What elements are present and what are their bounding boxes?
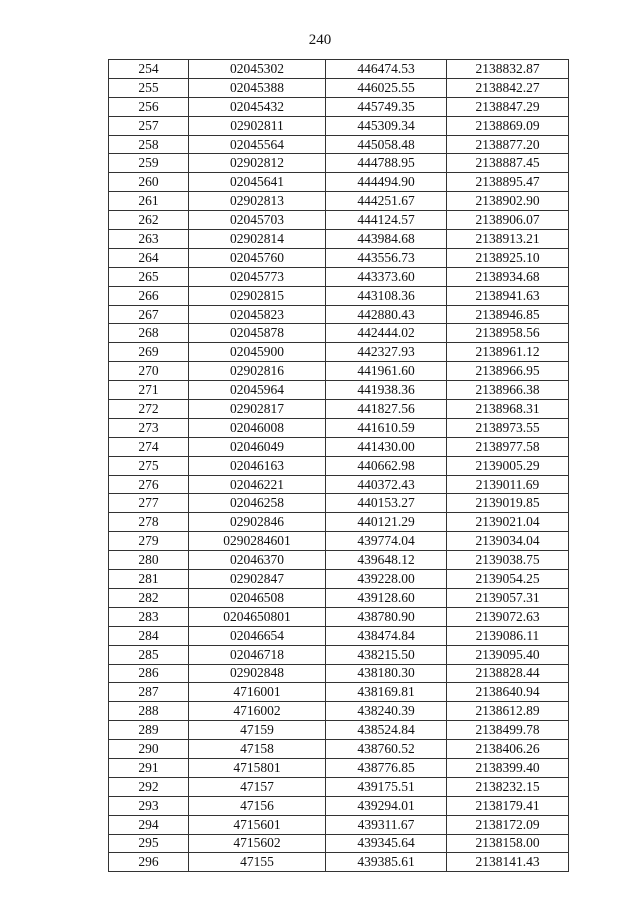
point-id-cell: 02045900 — [189, 343, 326, 362]
point-number-cell: 296 — [109, 853, 189, 872]
point-id-cell: 02902815 — [189, 286, 326, 305]
point-number-cell: 279 — [109, 532, 189, 551]
table-row — [109, 551, 569, 570]
table-row — [109, 60, 569, 79]
point-id-cell: 4715801 — [189, 758, 326, 777]
y-coordinate-cell: 2138906.07 — [447, 211, 569, 230]
point-number-cell: 288 — [109, 702, 189, 721]
point-id-cell: 02046163 — [189, 456, 326, 475]
point-id-cell: 02902848 — [189, 664, 326, 683]
table-row — [109, 437, 569, 456]
x-coordinate-cell: 439175.51 — [326, 777, 447, 796]
x-coordinate-cell: 440121.29 — [326, 513, 447, 532]
point-number-cell: 256 — [109, 97, 189, 116]
point-id-cell: 4716001 — [189, 683, 326, 702]
table-row — [109, 853, 569, 872]
x-coordinate-cell: 444124.57 — [326, 211, 447, 230]
x-coordinate-cell: 439294.01 — [326, 796, 447, 815]
table-row — [109, 758, 569, 777]
table-row — [109, 626, 569, 645]
y-coordinate-cell: 2138877.20 — [447, 135, 569, 154]
point-number-cell: 267 — [109, 305, 189, 324]
table-row — [109, 78, 569, 97]
y-coordinate-cell: 2138499.78 — [447, 721, 569, 740]
x-coordinate-cell: 441938.36 — [326, 381, 447, 400]
point-id-cell: 47159 — [189, 721, 326, 740]
point-number-cell: 278 — [109, 513, 189, 532]
table-row — [109, 381, 569, 400]
x-coordinate-cell: 442880.43 — [326, 305, 447, 324]
y-coordinate-cell: 2138925.10 — [447, 248, 569, 267]
x-coordinate-cell: 441961.60 — [326, 362, 447, 381]
point-number-cell: 289 — [109, 721, 189, 740]
y-coordinate-cell: 2139011.69 — [447, 475, 569, 494]
table-row — [109, 418, 569, 437]
y-coordinate-cell: 2138946.85 — [447, 305, 569, 324]
point-id-cell: 02045773 — [189, 267, 326, 286]
x-coordinate-cell: 441610.59 — [326, 418, 447, 437]
point-number-cell: 272 — [109, 400, 189, 419]
x-coordinate-cell: 438169.81 — [326, 683, 447, 702]
point-id-cell: 47155 — [189, 853, 326, 872]
x-coordinate-cell: 439345.64 — [326, 834, 447, 853]
point-id-cell: 02045564 — [189, 135, 326, 154]
table-row — [109, 400, 569, 419]
table-row — [109, 475, 569, 494]
table-row — [109, 777, 569, 796]
y-coordinate-cell: 2139072.63 — [447, 607, 569, 626]
y-coordinate-cell: 2139005.29 — [447, 456, 569, 475]
point-number-cell: 280 — [109, 551, 189, 570]
point-id-cell: 02045964 — [189, 381, 326, 400]
table-row — [109, 97, 569, 116]
point-number-cell: 292 — [109, 777, 189, 796]
x-coordinate-cell: 441430.00 — [326, 437, 447, 456]
table-row — [109, 267, 569, 286]
point-id-cell: 02045823 — [189, 305, 326, 324]
x-coordinate-cell: 438760.52 — [326, 740, 447, 759]
y-coordinate-cell: 2138399.40 — [447, 758, 569, 777]
table-row — [109, 815, 569, 834]
point-number-cell: 266 — [109, 286, 189, 305]
y-coordinate-cell: 2138934.68 — [447, 267, 569, 286]
point-id-cell: 02045760 — [189, 248, 326, 267]
point-number-cell: 261 — [109, 192, 189, 211]
y-coordinate-cell: 2138973.55 — [447, 418, 569, 437]
point-id-cell: 02902846 — [189, 513, 326, 532]
point-number-cell: 281 — [109, 570, 189, 589]
point-number-cell: 269 — [109, 343, 189, 362]
table-row — [109, 230, 569, 249]
table-row — [109, 570, 569, 589]
point-id-cell: 02902817 — [189, 400, 326, 419]
point-id-cell: 02045302 — [189, 60, 326, 79]
table-row — [109, 683, 569, 702]
y-coordinate-cell: 2139054.25 — [447, 570, 569, 589]
table-row — [109, 211, 569, 230]
y-coordinate-cell: 2138977.58 — [447, 437, 569, 456]
y-coordinate-cell: 2138847.29 — [447, 97, 569, 116]
point-id-cell: 47157 — [189, 777, 326, 796]
y-coordinate-cell: 2138232.15 — [447, 777, 569, 796]
y-coordinate-cell: 2138141.43 — [447, 853, 569, 872]
y-coordinate-cell: 2139019.85 — [447, 494, 569, 513]
point-id-cell: 02046718 — [189, 645, 326, 664]
y-coordinate-cell: 2138887.45 — [447, 154, 569, 173]
y-coordinate-cell: 2138941.63 — [447, 286, 569, 305]
table-row — [109, 286, 569, 305]
table-row — [109, 362, 569, 381]
table-row — [109, 192, 569, 211]
point-number-cell: 286 — [109, 664, 189, 683]
table-row — [109, 248, 569, 267]
y-coordinate-cell: 2138179.41 — [447, 796, 569, 815]
y-coordinate-cell: 2139086.11 — [447, 626, 569, 645]
table-row — [109, 532, 569, 551]
table-row — [109, 154, 569, 173]
table-row — [109, 173, 569, 192]
point-id-cell: 4716002 — [189, 702, 326, 721]
y-coordinate-cell: 2138406.26 — [447, 740, 569, 759]
x-coordinate-cell: 439774.04 — [326, 532, 447, 551]
point-id-cell: 02045641 — [189, 173, 326, 192]
x-coordinate-cell: 444494.90 — [326, 173, 447, 192]
x-coordinate-cell: 441827.56 — [326, 400, 447, 419]
y-coordinate-cell: 2138968.31 — [447, 400, 569, 419]
y-coordinate-cell: 2138913.21 — [447, 230, 569, 249]
point-id-cell: 02046508 — [189, 588, 326, 607]
x-coordinate-cell: 439311.67 — [326, 815, 447, 834]
point-id-cell: 02046008 — [189, 418, 326, 437]
x-coordinate-cell: 438524.84 — [326, 721, 447, 740]
point-number-cell: 265 — [109, 267, 189, 286]
x-coordinate-cell: 443556.73 — [326, 248, 447, 267]
x-coordinate-cell: 438474.84 — [326, 626, 447, 645]
point-number-cell: 270 — [109, 362, 189, 381]
point-number-cell: 262 — [109, 211, 189, 230]
table-row — [109, 494, 569, 513]
point-number-cell: 275 — [109, 456, 189, 475]
y-coordinate-cell: 2138966.95 — [447, 362, 569, 381]
point-number-cell: 273 — [109, 418, 189, 437]
x-coordinate-cell: 443984.68 — [326, 230, 447, 249]
x-coordinate-cell: 445309.34 — [326, 116, 447, 135]
point-id-cell: 02046221 — [189, 475, 326, 494]
y-coordinate-cell: 2138966.38 — [447, 381, 569, 400]
point-number-cell: 263 — [109, 230, 189, 249]
x-coordinate-cell: 439648.12 — [326, 551, 447, 570]
table-row — [109, 588, 569, 607]
point-id-cell: 02045388 — [189, 78, 326, 97]
y-coordinate-cell: 2138640.94 — [447, 683, 569, 702]
table-row — [109, 796, 569, 815]
table-row — [109, 513, 569, 532]
point-number-cell: 282 — [109, 588, 189, 607]
x-coordinate-cell: 438776.85 — [326, 758, 447, 777]
point-number-cell: 283 — [109, 607, 189, 626]
point-id-cell: 02046049 — [189, 437, 326, 456]
y-coordinate-cell: 2139057.31 — [447, 588, 569, 607]
table-row — [109, 664, 569, 683]
table-row — [109, 343, 569, 362]
x-coordinate-cell: 444251.67 — [326, 192, 447, 211]
y-coordinate-cell: 2139038.75 — [447, 551, 569, 570]
x-coordinate-cell: 440662.98 — [326, 456, 447, 475]
point-id-cell: 02046370 — [189, 551, 326, 570]
point-id-cell: 02045878 — [189, 324, 326, 343]
x-coordinate-cell: 439385.61 — [326, 853, 447, 872]
x-coordinate-cell: 445058.48 — [326, 135, 447, 154]
point-id-cell: 02046258 — [189, 494, 326, 513]
y-coordinate-cell: 2138902.90 — [447, 192, 569, 211]
point-number-cell: 268 — [109, 324, 189, 343]
y-coordinate-cell: 2139021.04 — [447, 513, 569, 532]
x-coordinate-cell: 443108.36 — [326, 286, 447, 305]
point-id-cell: 02902816 — [189, 362, 326, 381]
point-id-cell: 02902813 — [189, 192, 326, 211]
x-coordinate-cell: 440153.27 — [326, 494, 447, 513]
y-coordinate-cell: 2138172.09 — [447, 815, 569, 834]
y-coordinate-cell: 2139095.40 — [447, 645, 569, 664]
x-coordinate-cell: 440372.43 — [326, 475, 447, 494]
x-coordinate-cell: 438240.39 — [326, 702, 447, 721]
table-row — [109, 116, 569, 135]
point-id-cell: 02902812 — [189, 154, 326, 173]
table-row — [109, 645, 569, 664]
table-row — [109, 324, 569, 343]
y-coordinate-cell: 2138612.89 — [447, 702, 569, 721]
x-coordinate-cell: 442327.93 — [326, 343, 447, 362]
point-number-cell: 293 — [109, 796, 189, 815]
point-number-cell: 254 — [109, 60, 189, 79]
point-number-cell: 259 — [109, 154, 189, 173]
point-number-cell: 284 — [109, 626, 189, 645]
x-coordinate-cell: 442444.02 — [326, 324, 447, 343]
point-id-cell: 02045432 — [189, 97, 326, 116]
point-number-cell: 295 — [109, 834, 189, 853]
x-coordinate-cell: 438180.30 — [326, 664, 447, 683]
table-row — [109, 305, 569, 324]
table-row — [109, 135, 569, 154]
y-coordinate-cell: 2138828.44 — [447, 664, 569, 683]
table-row — [109, 702, 569, 721]
point-id-cell: 02902847 — [189, 570, 326, 589]
x-coordinate-cell: 439228.00 — [326, 570, 447, 589]
point-number-cell: 291 — [109, 758, 189, 777]
x-coordinate-cell: 446025.55 — [326, 78, 447, 97]
point-number-cell: 271 — [109, 381, 189, 400]
point-id-cell: 0290284601 — [189, 532, 326, 551]
point-id-cell: 4715602 — [189, 834, 326, 853]
point-number-cell: 285 — [109, 645, 189, 664]
y-coordinate-cell: 2138832.87 — [447, 60, 569, 79]
x-coordinate-cell: 438215.50 — [326, 645, 447, 664]
point-id-cell: 02902814 — [189, 230, 326, 249]
table-row — [109, 456, 569, 475]
point-number-cell: 294 — [109, 815, 189, 834]
x-coordinate-cell: 445749.35 — [326, 97, 447, 116]
point-id-cell: 02045703 — [189, 211, 326, 230]
y-coordinate-cell: 2138842.27 — [447, 78, 569, 97]
point-id-cell: 47156 — [189, 796, 326, 815]
point-number-cell: 258 — [109, 135, 189, 154]
coordinates-table — [108, 59, 569, 872]
point-id-cell: 47158 — [189, 740, 326, 759]
table-body — [109, 60, 569, 872]
table-row — [109, 740, 569, 759]
point-number-cell: 255 — [109, 78, 189, 97]
y-coordinate-cell: 2138869.09 — [447, 116, 569, 135]
y-coordinate-cell: 2138961.12 — [447, 343, 569, 362]
y-coordinate-cell: 2138958.56 — [447, 324, 569, 343]
page-number: 240 — [308, 32, 332, 48]
point-number-cell: 274 — [109, 437, 189, 456]
table-row — [109, 607, 569, 626]
point-number-cell: 276 — [109, 475, 189, 494]
table-row — [109, 721, 569, 740]
point-id-cell: 4715601 — [189, 815, 326, 834]
point-number-cell: 264 — [109, 248, 189, 267]
point-number-cell: 257 — [109, 116, 189, 135]
point-id-cell: 02046654 — [189, 626, 326, 645]
y-coordinate-cell: 2138158.00 — [447, 834, 569, 853]
x-coordinate-cell: 438780.90 — [326, 607, 447, 626]
x-coordinate-cell: 443373.60 — [326, 267, 447, 286]
x-coordinate-cell: 446474.53 — [326, 60, 447, 79]
point-id-cell: 0204650801 — [189, 607, 326, 626]
x-coordinate-cell: 439128.60 — [326, 588, 447, 607]
point-number-cell: 260 — [109, 173, 189, 192]
table-row — [109, 834, 569, 853]
point-number-cell: 290 — [109, 740, 189, 759]
point-number-cell: 277 — [109, 494, 189, 513]
y-coordinate-cell: 2139034.04 — [447, 532, 569, 551]
y-coordinate-cell: 2138895.47 — [447, 173, 569, 192]
x-coordinate-cell: 444788.95 — [326, 154, 447, 173]
point-number-cell: 287 — [109, 683, 189, 702]
point-id-cell: 02902811 — [189, 116, 326, 135]
